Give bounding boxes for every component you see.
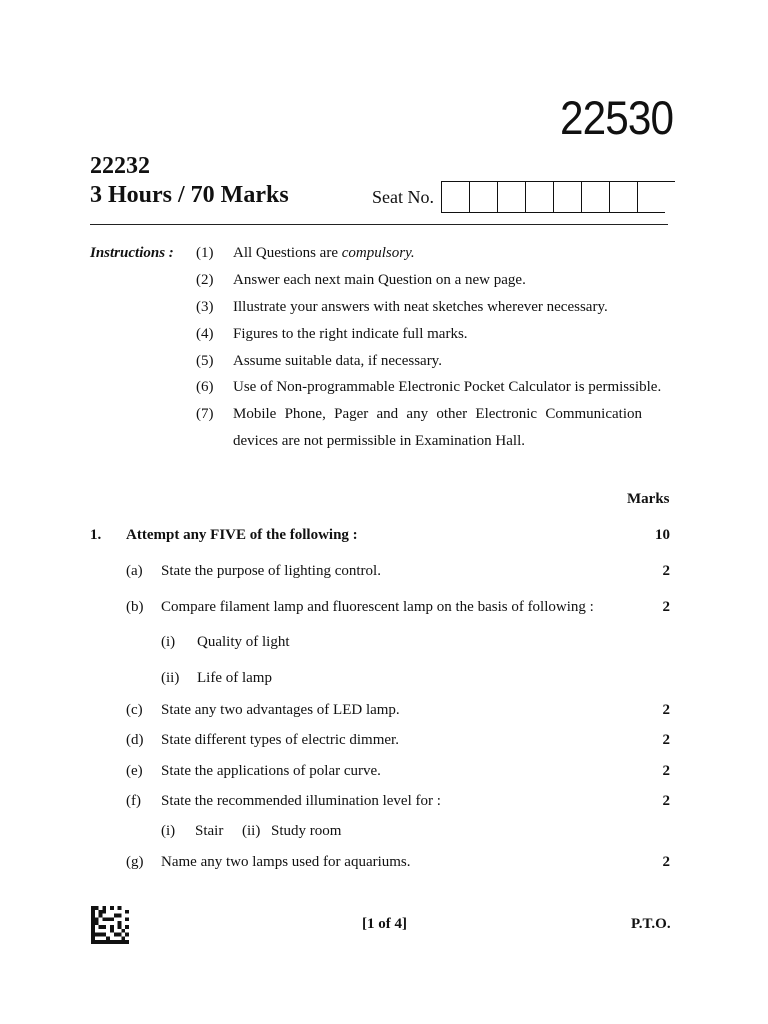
header-divider — [90, 224, 668, 225]
instruction-text: Use of Non-programmable Electronic Pocket Calculator is permissible. — [233, 379, 662, 395]
part-marks: 2 — [662, 763, 670, 779]
part-text: State the applications of polar curve. — [161, 763, 381, 779]
paper-code: 22232 — [90, 153, 150, 179]
seat-number-boxes[interactable] — [441, 181, 665, 213]
part-text: State the recommended illumination level for : — [161, 793, 441, 809]
instruction-text: Answer each next main Question on a new page. — [233, 272, 526, 288]
question-marks: 10 — [655, 527, 670, 543]
subject-code: 22530 — [560, 91, 674, 144]
part-text: State different types of electric dimmer. — [161, 732, 399, 748]
instruction-text: Mobile Phone, Pager and any other Electronic Communication — [233, 406, 642, 422]
duration-marks: 3 Hours / 70 Marks — [90, 182, 289, 208]
seat-number-label: Seat No. — [372, 187, 434, 207]
seat-box[interactable] — [637, 181, 665, 213]
seat-box-top-line — [441, 181, 675, 182]
part-marks: 2 — [662, 854, 670, 870]
part-marks: 2 — [662, 793, 670, 809]
subpart-text: Study room — [271, 823, 342, 839]
subpart-label: (ii) — [161, 670, 180, 686]
part-label: (a) — [126, 563, 143, 579]
part-label: (c) — [126, 702, 143, 718]
instruction-text: Figures to the right indicate full marks. — [233, 326, 468, 342]
part-text: Compare filament lamp and fluorescent lamp on the basis of following : — [161, 599, 594, 615]
seat-box[interactable] — [553, 181, 581, 213]
instruction-text: Illustrate your answers with neat sketches wherever necessary. — [233, 299, 608, 315]
seat-box[interactable] — [609, 181, 637, 213]
subpart-text: Stair — [195, 823, 224, 839]
please-turn-over: P.T.O. — [631, 916, 671, 932]
marks-heading: Marks — [627, 491, 670, 507]
part-label: (f) — [126, 793, 141, 809]
instruction-number: (5) — [196, 353, 214, 369]
seat-box[interactable] — [441, 181, 469, 213]
instruction-text-main: All Questions are — [233, 245, 342, 261]
question-text: Attempt any FIVE of the following : — [126, 527, 358, 543]
instruction-number: (6) — [196, 379, 214, 395]
instructions-label: Instructions : — [90, 245, 174, 261]
subpart-label: (i) — [161, 634, 176, 650]
part-marks: 2 — [662, 732, 670, 748]
instruction-text-continued: devices are not permissible in Examination Hall. — [233, 433, 526, 449]
part-text: Name any two lamps used for aquariums. — [161, 854, 411, 870]
seat-box[interactable] — [525, 181, 553, 213]
instruction-number: (3) — [196, 299, 214, 315]
part-text: State the purpose of lighting control. — [161, 563, 381, 579]
part-label: (d) — [126, 732, 144, 748]
part-label: (g) — [126, 854, 144, 870]
question-number: 1. — [90, 527, 102, 543]
seat-box[interactable] — [581, 181, 609, 213]
datamatrix-code-icon — [91, 905, 129, 945]
subpart-label: (ii) — [242, 823, 261, 839]
part-marks: 2 — [662, 599, 670, 615]
part-marks: 2 — [662, 702, 670, 718]
instruction-text: Assume suitable data, if necessary. — [233, 353, 442, 369]
part-text: State any two advantages of LED lamp. — [161, 702, 400, 718]
instruction-number: (2) — [196, 272, 214, 288]
seat-box[interactable] — [469, 181, 497, 213]
instruction-number: (1) — [196, 245, 214, 261]
subpart-text: Life of lamp — [197, 670, 272, 686]
instruction-text-emphasis: compulsory. — [341, 245, 415, 261]
subpart-text: Quality of light — [197, 634, 290, 650]
instruction-number: (4) — [196, 326, 214, 342]
part-marks: 2 — [662, 563, 670, 579]
instruction-number: (7) — [196, 406, 214, 422]
page-number: [1 of 4] — [362, 916, 407, 932]
part-label: (b) — [126, 599, 144, 615]
subpart-label: (i) — [161, 823, 176, 839]
instruction-text — [233, 245, 663, 262]
seat-box[interactable] — [497, 181, 525, 213]
part-label: (e) — [126, 763, 143, 779]
